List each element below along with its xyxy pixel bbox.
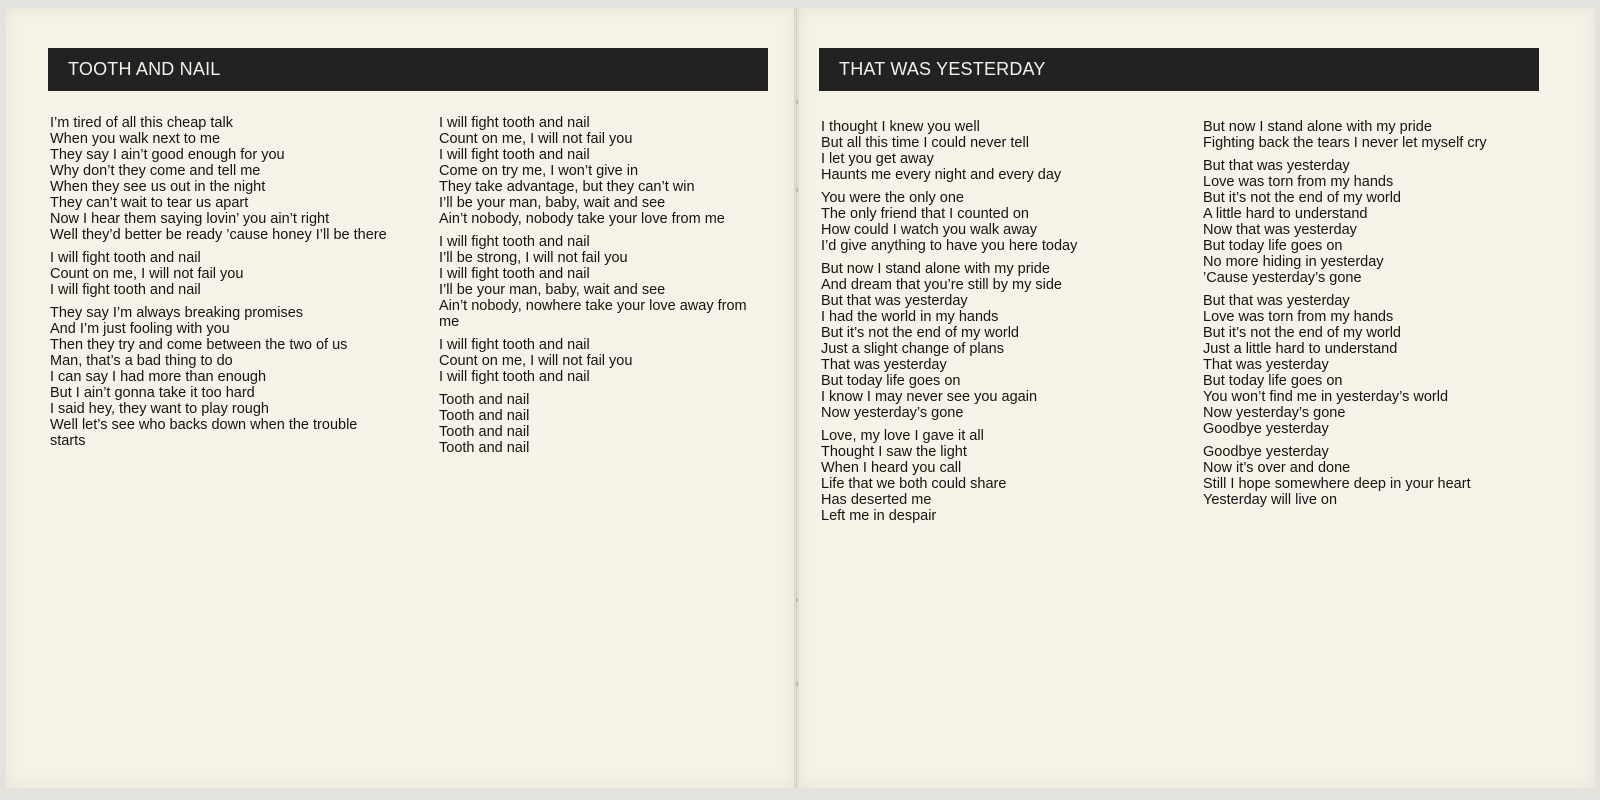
lyric-line: Man, that’s a bad thing to do: [50, 353, 233, 369]
lyric-line: Tooth and nail: [439, 408, 530, 424]
lyrics-stanza: [50, 305, 390, 449]
lyric-line: When you walk next to me: [50, 131, 221, 147]
lyrics-column: [439, 115, 759, 463]
lyric-line: Now yesterday’s gone: [1203, 405, 1346, 421]
lyric-line: I will fight tooth and nail: [50, 250, 201, 266]
lyric-line: I can say I had more than enough: [50, 369, 267, 385]
lyric-line: I know I may never see you again: [821, 389, 1038, 405]
lyric-line: Count on me, I will not fail you: [439, 131, 633, 147]
lyric-line: Life that we both could share: [821, 476, 1007, 492]
lyric-line: Love was torn from my hands: [1203, 174, 1394, 190]
song-title-bar: [48, 48, 768, 91]
lyric-line: Just a little hard to understand: [1203, 341, 1398, 357]
lyric-line: But that was yesterday: [1203, 293, 1350, 309]
lyric-line: Tooth and nail: [439, 424, 530, 440]
lyric-line: Goodbye yesterday: [1203, 421, 1329, 437]
lyric-line: Now it’s over and done: [1203, 460, 1351, 476]
lyric-line: Tooth and nail: [439, 392, 530, 408]
lyric-line: Ain’t nobody, nobody take your love from me: [439, 211, 725, 227]
song-title: THAT WAS YESTERDAY: [839, 59, 1046, 79]
right-page: [798, 8, 1595, 788]
lyric-line: Come on try me, I won’t give in: [439, 163, 639, 179]
lyric-line: Yesterday will live on: [1203, 492, 1338, 508]
lyric-line: A little hard to understand: [1203, 206, 1368, 222]
lyric-line: Now that was yesterday: [1203, 222, 1357, 238]
lyrics-column: [1203, 119, 1533, 515]
lyric-line: Now yesterday’s gone: [821, 405, 964, 421]
lyric-line: That was yesterday: [821, 357, 947, 373]
lyric-line: Fighting back the tears I never let myself cry: [1203, 135, 1487, 151]
lyric-line: Still I hope somewhere deep in your heart: [1203, 476, 1471, 492]
lyric-line: I will fight tooth and nail: [439, 115, 590, 131]
lyric-line: Thought I saw the light: [821, 444, 967, 460]
lyric-line: But that was yesterday: [821, 293, 968, 309]
lyric-line: Now I hear them saying lovin’ you ain’t right: [50, 211, 330, 227]
lyric-line: But today life goes on: [821, 373, 961, 389]
lyric-line: But today life goes on: [1203, 238, 1343, 254]
lyric-line: Why don’t they come and tell me: [50, 163, 261, 179]
lyrics-stanza: [50, 115, 390, 243]
lyric-line: But now I stand alone with my pride: [821, 261, 1050, 277]
lyric-line: Love, my love I gave it all: [821, 428, 984, 444]
lyric-line: They say I ain’t good enough for you: [50, 147, 285, 163]
lyrics-stanza: [1203, 119, 1533, 151]
lyric-line: They take advantage, but they can’t win: [439, 179, 695, 195]
lyrics-stanza: [821, 261, 1121, 421]
lyric-line: And dream that you’re still by my side: [821, 277, 1062, 293]
song-title-bar: [819, 48, 1539, 91]
lyric-line: I will fight tooth and nail: [439, 337, 590, 353]
lyric-line: I will fight tooth and nail: [50, 282, 201, 298]
lyric-line: But now I stand alone with my pride: [1203, 119, 1432, 135]
lyric-line: That was yesterday: [1203, 357, 1329, 373]
lyric-line: You won’t find me in yesterday’s world: [1203, 389, 1449, 405]
lyric-line: The only friend that I counted on: [821, 206, 1029, 222]
lyrics-stanza: [439, 392, 759, 456]
lyrics-column: [50, 115, 390, 456]
lyric-line: I’ll be strong, I will not fail you: [439, 250, 628, 266]
lyric-line: Goodbye yesterday: [1203, 444, 1329, 460]
lyric-line: But I ain’t gonna take it too hard: [50, 385, 255, 401]
lyric-line: When I heard you call: [821, 460, 962, 476]
lyric-line: But it’s not the end of my world: [821, 325, 1020, 341]
lyric-line: I will fight tooth and nail: [439, 369, 590, 385]
lyrics-stanza: [1203, 158, 1533, 286]
lyric-line: I will fight tooth and nail: [439, 266, 590, 282]
lyric-line: Has deserted me: [821, 492, 932, 508]
lyric-line: Just a slight change of plans: [821, 341, 1004, 357]
lyrics-stanza: [821, 119, 1121, 183]
lyric-line: They can’t wait to tear us apart: [50, 195, 249, 211]
lyric-line: They say I’m always breaking promises: [50, 305, 304, 321]
lyric-line: Well let’s see who backs down when the trouble starts: [50, 417, 362, 449]
lyrics-stanza: [439, 234, 759, 330]
lyric-line: I’ll be your man, baby, wait and see: [439, 195, 666, 211]
lyric-line: You were the only one: [821, 190, 964, 206]
lyric-line: Well they’d better be ready ’cause honey I’ll be there: [50, 227, 387, 243]
lyrics-column: [821, 119, 1121, 531]
lyric-line: But today life goes on: [1203, 373, 1343, 389]
lyric-line: I will fight tooth and nail: [439, 234, 590, 250]
lyric-line: I had the world in my hands: [821, 309, 999, 325]
lyric-line: Ain’t nobody, nowhere take your love away from me: [439, 298, 751, 330]
lyric-line: I thought I knew you well: [821, 119, 980, 135]
lyric-line: I will fight tooth and nail: [439, 147, 590, 163]
lyrics-stanza: [50, 250, 390, 298]
lyric-line: Count on me, I will not fail you: [50, 266, 244, 282]
lyric-line: I’m tired of all this cheap talk: [50, 115, 233, 131]
lyric-line: Love was torn from my hands: [1203, 309, 1394, 325]
lyric-line: Tooth and nail: [439, 440, 530, 456]
lyric-line: No more hiding in yesterday: [1203, 254, 1384, 270]
lyrics-stanza: [821, 190, 1121, 254]
lyric-line: Then they try and come between the two of us: [50, 337, 348, 353]
lyric-line: I’ll be your man, baby, wait and see: [439, 282, 666, 298]
lyric-line: Haunts me every night and every day: [821, 167, 1062, 183]
lyric-line: Left me in despair: [821, 508, 937, 524]
lyric-line: How could I watch you walk away: [821, 222, 1037, 238]
lyrics-stanza: [439, 337, 759, 385]
lyric-line: But it’s not the end of my world: [1203, 325, 1402, 341]
lyric-line: I said hey, they want to play rough: [50, 401, 269, 417]
lyric-line: And I’m just fooling with you: [50, 321, 230, 337]
lyrics-stanza: [1203, 444, 1533, 508]
lyric-line: ’Cause yesterday’s gone: [1203, 270, 1362, 286]
lyrics-stanza: [439, 115, 759, 227]
left-page: [6, 8, 797, 788]
lyric-line: Count on me, I will not fail you: [439, 353, 633, 369]
lyric-line: But it’s not the end of my world: [1203, 190, 1402, 206]
song-title: TOOTH AND NAIL: [68, 59, 221, 79]
lyric-line: But that was yesterday: [1203, 158, 1350, 174]
lyrics-stanza: [1203, 293, 1533, 437]
lyric-line: But all this time I could never tell: [821, 135, 1029, 151]
lyric-line: When they see us out in the night: [50, 179, 266, 195]
lyric-line: I let you get away: [821, 151, 934, 167]
lyric-line: I’d give anything to have you here today: [821, 238, 1078, 254]
lyrics-stanza: [821, 428, 1121, 524]
